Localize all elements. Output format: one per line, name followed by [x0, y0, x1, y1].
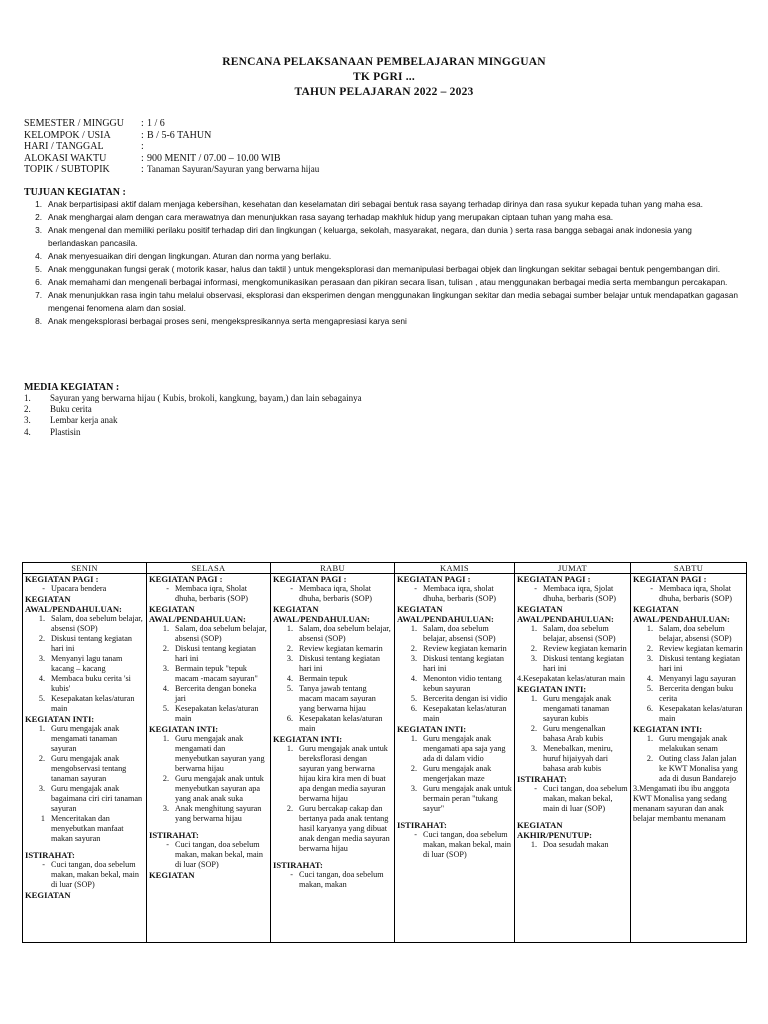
- objective-text: Anak menggunakan fungsi gerak ( motorik kasar, halus dan taktil ) untuk mengeksplorasi dan memanipulasi berbagai objek dan lingkungan sekitar sebagai bentuk pengembangan diri.: [48, 264, 720, 274]
- activity-item: [25, 654, 144, 674]
- activity-text: Membaca iqra, Sholat dhuha, berbaris (SOP): [175, 584, 248, 603]
- activity-text: Diskusi tentang kegiatan hari ini: [659, 654, 740, 673]
- activity-number: -: [414, 584, 417, 593]
- info-row: [24, 118, 319, 130]
- activity-text: Guru mengajak anak bagaimana ciri ciri tanaman sayuran: [51, 784, 143, 813]
- activity-item: [149, 684, 268, 704]
- academic-year: TAHUN PELAJARAN 2022 – 2023: [294, 86, 474, 98]
- activity-item: [397, 830, 512, 860]
- activity-number: -: [42, 860, 45, 869]
- activity-item: [25, 584, 144, 594]
- activity-item: [633, 654, 744, 674]
- media-text: Buku cerita: [50, 404, 92, 415]
- activity-text: Guru mengajak anak mengobservasi tentang tanaman sayuran: [51, 754, 127, 783]
- day-header-senin: SENIN: [23, 563, 147, 574]
- objective-text: Anak memahami dan mengenali berbagai informasi, mengkomunikasikan perasaan dan pikiran secara lisan, tulisan , atau menggunakan berbagai media serta membangun percakapan.: [48, 277, 728, 287]
- activity-item: [149, 804, 268, 824]
- day-cell-senin: [23, 574, 147, 943]
- info-label: KELOMPOK / USIA: [24, 129, 111, 141]
- activity-item: [273, 804, 392, 854]
- section-heading: KEGIATAN AWAL/PENDAHULUAN:: [397, 604, 494, 624]
- objective-number: 7.: [35, 290, 42, 300]
- activity-text: Review kegiatan kemarin: [659, 644, 743, 653]
- section-heading: ISTIRAHAT:: [397, 820, 447, 830]
- activity-number: 4.: [38, 674, 45, 683]
- activity-number: 1.: [530, 694, 537, 703]
- activity-item: [397, 734, 512, 764]
- day-header-rabu: RABU: [271, 563, 395, 574]
- activity-text: Cuci tangan, doa sebelum makan, makan bekal, main di luar (SOP): [423, 830, 511, 859]
- activity-number: -: [42, 584, 45, 593]
- table-row: [23, 574, 747, 943]
- info-row: [24, 130, 319, 142]
- activity-number: 4.: [286, 674, 293, 683]
- activity-item: [517, 744, 628, 774]
- media-item: [24, 404, 624, 415]
- activity-item: [273, 644, 392, 654]
- info-label: ALOKASI WAKTU: [24, 152, 107, 164]
- section-heading: KEGIATAN PAGI :: [25, 574, 99, 584]
- objective-number: 2.: [35, 212, 42, 222]
- activity-item: [273, 684, 392, 714]
- activity-item: [633, 704, 744, 724]
- activity-text: Guru mengajak anak mengamati tanaman sayuran: [51, 724, 120, 753]
- objective-text: Anak menunjukkan rasa ingin tahu melalui observasi, eksplorasi dan eksperimen dengan menggunakan lingkungan sekitar dan media sebagai sumber belajar untuk mendapatkan gagasan mengenai fenomena alam dan sosial.: [48, 290, 739, 313]
- objective-item: [24, 211, 744, 224]
- activity-text: Tanya jawab tentang macam macam sayuran yang berwarna hijau: [299, 684, 376, 713]
- info-label: SEMESTER / MINGGU: [24, 118, 125, 129]
- activity-text: Diskusi tentang kegiatan hari ini: [175, 644, 256, 663]
- section-heading: KEGIATAN AWAL/PENDAHULUAN:: [273, 604, 370, 624]
- day-header-kamis: KAMIS: [395, 563, 515, 574]
- day-header-jumat: JUMAT: [515, 563, 631, 574]
- day-activities: [273, 574, 392, 942]
- activity-item: [25, 814, 144, 844]
- activity-item: [149, 584, 268, 604]
- activity-text: Salam, doa sebelum belajar, absensi (SOP): [423, 624, 496, 643]
- activity-text: Doa sesudah makan: [543, 840, 609, 849]
- activity-number: 2.: [38, 754, 45, 763]
- section-heading: KEGIATAN PAGI :: [397, 574, 471, 584]
- activity-number: 1.: [286, 744, 293, 753]
- objective-number: 1.: [35, 199, 42, 209]
- activity-number: 1: [40, 814, 45, 823]
- activity-number: 4.: [410, 674, 417, 683]
- activity-item: [517, 724, 628, 744]
- media-text: Lembar kerja anak: [50, 415, 118, 426]
- activity-text: Cuci tangan, doa sebelum makan, makan bekal, main di luar (SOP): [543, 784, 628, 813]
- activity-text: Diskusi tentang kegiatan hari ini: [299, 654, 380, 673]
- activity-item: [517, 584, 628, 604]
- activity-item: [633, 624, 744, 644]
- activity-number: -: [650, 584, 653, 593]
- activity-item: [397, 644, 512, 654]
- activity-item: [273, 744, 392, 804]
- objective-number: 3.: [35, 225, 42, 235]
- activity-item: [273, 654, 392, 674]
- activity-text: Salam, doa sebelum belajar, absensi (SOP): [175, 624, 267, 643]
- activity-item: [633, 684, 744, 704]
- activity-text: Membaca iqra, Sholat dhuha, berbaris (SOP): [299, 584, 372, 603]
- info-block: [24, 118, 319, 176]
- objective-item: [24, 289, 744, 315]
- activity-number: 2.: [162, 774, 169, 783]
- section-heading: KEGIATAN AWAL/PENDAHULUAN:: [517, 604, 614, 624]
- day-activities: [149, 574, 268, 942]
- activity-text: Guru mengajak anak mengerjakan maze: [423, 764, 492, 783]
- activity-number: -: [166, 840, 169, 849]
- activity-text: Diskusi tentang kegiatan hari ini: [543, 654, 624, 673]
- activity-item: [633, 754, 744, 784]
- section-heading: KEGIATAN PAGI :: [273, 574, 347, 584]
- activity-text: Menebalkan, meniru, huruf hijaiyyah dari bahasa arab kubis: [543, 744, 613, 773]
- day-header-sabtu: SABTU: [631, 563, 747, 574]
- activity-number: 5.: [410, 694, 417, 703]
- activity-number: 2.: [410, 644, 417, 653]
- objective-item: [24, 276, 744, 289]
- activity-text: Bercerita dengan buku cerita: [659, 684, 734, 703]
- activity-text: Salam, doa sebelum belajar, absensi (SOP): [659, 624, 732, 643]
- activity-number: 2.: [530, 724, 537, 733]
- activity-text: Diskusi tentang kegiatan hari ini: [51, 634, 132, 653]
- activity-number: 3.: [162, 664, 169, 673]
- activity-paragraph: 3.Mengamati ibu ibu anggota KWT Monalisa yang sedang menanam sayuran dan anak belajar membantu menanam: [633, 784, 730, 823]
- activity-item: [149, 734, 268, 774]
- activity-number: -: [166, 584, 169, 593]
- activity-number: -: [290, 870, 293, 879]
- activity-text: Anak menghitung sayuran yang berwarna hijau: [175, 804, 262, 823]
- section-heading: KEGIATAN AWAL/PENDAHULUAN:: [25, 594, 122, 614]
- activity-number: 3.: [38, 784, 45, 793]
- info-value: Tanaman Sayuran/Sayuran yang berwarna hijau: [147, 164, 320, 174]
- media-number: 1.: [24, 393, 31, 403]
- activity-text: Salam, doa sebelum belajar, absensi (SOP): [299, 624, 391, 643]
- activity-number: 5.: [38, 694, 45, 703]
- activity-number: 3.: [286, 654, 293, 663]
- school-name: TK PGRI ...: [353, 71, 415, 83]
- activity-item: [149, 704, 268, 724]
- activity-text: Menyanyi lagu sayuran: [659, 674, 736, 683]
- info-separator: :: [141, 141, 144, 152]
- activity-text: Review kegiatan kemarin: [543, 644, 627, 653]
- activity-text: Diskusi tentang kegiatan hari ini: [423, 654, 504, 673]
- activity-item: [633, 584, 744, 604]
- info-separator: :: [141, 118, 144, 129]
- activity-paragraph: 4.Kesepakatan kelas/aturan main: [517, 674, 625, 683]
- activity-item: [273, 870, 392, 890]
- objective-text: Anak mengeksplorasi berbagai proses seni, mengekspresikannya serta mengapresiasi karya seni: [48, 316, 407, 326]
- activity-item: [397, 674, 512, 694]
- section-heading: KEGIATAN INTI:: [633, 724, 703, 734]
- day-activities: [633, 574, 744, 942]
- activity-text: Guru mengajak anak untuk bermain peran "tukang sayur": [423, 784, 512, 813]
- media-heading: MEDIA KEGIATAN :: [24, 382, 120, 393]
- day-cell-selasa: [147, 574, 271, 943]
- weekly-schedule-table: [22, 562, 747, 943]
- section-heading: KEGIATAN AWAL/PENDAHULUAN:: [633, 604, 730, 624]
- table-header-row: [23, 563, 747, 574]
- document-title: RENCANA PELAKSANAAN PEMBELAJARAN MINGGUAN: [222, 56, 546, 68]
- activity-item: [397, 764, 512, 784]
- activity-text: Bercerita dengan boneka jari: [175, 684, 257, 703]
- activity-number: 2.: [646, 754, 653, 763]
- activity-text: Kesepakatan kelas/aturan main: [299, 714, 383, 733]
- day-cell-sabtu: [631, 574, 747, 943]
- objective-item: [24, 224, 744, 250]
- section-heading: KEGIATAN: [149, 870, 195, 880]
- section-heading: KEGIATAN PAGI :: [633, 574, 707, 584]
- activity-text: Membaca buku cerita 'si kubis': [51, 674, 131, 693]
- activity-text: Bermain tepuk "tepuk macam -macam sayuran": [175, 664, 258, 683]
- activity-item: [273, 584, 392, 604]
- activity-text: Review kegiatan kemarin: [423, 644, 507, 653]
- info-row: [24, 164, 319, 176]
- activity-number: 5.: [162, 704, 169, 713]
- activity-item: [517, 644, 628, 654]
- activity-number: 3.: [646, 654, 653, 663]
- day-header-selasa: SELASA: [147, 563, 271, 574]
- activity-text: Guru mengajak anak melakukan senam: [659, 734, 728, 753]
- section-heading: ISTIRAHAT:: [517, 774, 567, 784]
- media-section: [24, 382, 624, 438]
- activity-item: [517, 694, 628, 724]
- info-label: TOPIK / SUBTOPIK: [24, 164, 110, 175]
- activity-item: [397, 654, 512, 674]
- objective-text: Anak mengenal dan memiliki perilaku positif terhadap diri dan lingkungan ( keluarga, sekolah, masyarakat, negara, dan dunia ) serta rasa bangga sebagai anak indonesia yang berlandaskan pancasila.: [48, 225, 692, 248]
- activity-item: [397, 584, 512, 604]
- day-cell-rabu: [271, 574, 395, 943]
- objectives-section: [24, 187, 744, 328]
- section-heading: KEGIATAN INTI:: [273, 734, 343, 744]
- activity-item: [633, 644, 744, 654]
- activity-item: [633, 734, 744, 754]
- activity-number: 6.: [410, 704, 417, 713]
- activity-text: Guru mengajak anak mengamati apa saja yang ada di dalam vidio: [423, 734, 506, 763]
- info-label: HARI / TANGGAL: [24, 141, 104, 152]
- info-separator: :: [141, 129, 144, 141]
- objectives-list: [24, 198, 744, 328]
- activity-number: 2.: [410, 764, 417, 773]
- activity-number: 1.: [410, 624, 417, 633]
- activity-number: 3.: [530, 744, 537, 753]
- section-heading: KEGIATAN INTI:: [149, 724, 219, 734]
- activity-text: Salam, doa sebelum belajar, absensi (SOP): [543, 624, 616, 643]
- activity-item: [273, 674, 392, 684]
- activity-text: Review kegiatan kemarin: [299, 644, 383, 653]
- activity-text: Upacara bendera: [51, 584, 107, 593]
- activity-number: 1.: [162, 734, 169, 743]
- activity-item: [149, 644, 268, 664]
- objective-number: 5.: [35, 264, 42, 274]
- activity-item: [517, 784, 628, 814]
- objective-item: [24, 250, 744, 263]
- activity-text: Cuci tangan, doa sebelum makan, makan: [299, 870, 384, 889]
- media-item: [24, 393, 624, 404]
- activity-number: -: [534, 584, 537, 593]
- activity-text: Cuci tangan, doa sebelum makan, makan bekal, main di luar (SOP): [175, 840, 263, 869]
- activity-text: Membaca iqra, sholat dhuha, berbaris (SOP): [423, 584, 496, 603]
- activity-item: [633, 674, 744, 684]
- activity-item: [517, 624, 628, 644]
- activity-number: 1.: [286, 624, 293, 633]
- activity-number: 2.: [162, 644, 169, 653]
- objective-number: 4.: [35, 251, 42, 261]
- media-number: 3.: [24, 415, 31, 426]
- activity-item: [517, 840, 628, 850]
- activity-text: Kesepakatan kelas/aturan main: [659, 704, 743, 723]
- activity-number: 1.: [162, 624, 169, 633]
- activity-item: [273, 714, 392, 734]
- activity-number: 3.: [162, 804, 169, 813]
- media-item: [24, 415, 624, 426]
- activity-number: -: [534, 784, 537, 793]
- activity-text: Kesepakatan kelas/aturan main: [175, 704, 259, 723]
- activity-number: 2.: [286, 804, 293, 813]
- info-separator: :: [141, 152, 144, 164]
- section-heading: ISTIRAHAT:: [149, 830, 199, 840]
- activity-item: [25, 614, 144, 634]
- objective-text: Anak menghargai alam dengan cara merawatnya dan menunjukkan rasa sayang terhadap makhluk hidup yang merupakan ciptaan tuhan yang maha esa.: [48, 212, 614, 222]
- activity-text: Cuci tangan, doa sebelum makan, makan bekal, main di luar (SOP): [51, 860, 139, 889]
- activity-number: 2.: [286, 644, 293, 653]
- day-cell-jumat: [515, 574, 631, 943]
- section-heading: KEGIATAN AKHIR/PENUTUP:: [517, 820, 592, 840]
- activity-text: Salam, doa sebelum belajar, absensi (SOP): [51, 614, 143, 633]
- info-value: 1 / 6: [147, 118, 165, 129]
- activity-item: [397, 784, 512, 814]
- activity-number: 1.: [410, 734, 417, 743]
- activity-text: Menyanyi lagu tanam kacang – kacang: [51, 654, 123, 673]
- section-heading: KEGIATAN INTI:: [25, 714, 95, 724]
- activity-text: Guru mengajak anak untuk menyebutkan sayuran apa yang anak anak suka: [175, 774, 264, 803]
- section-heading: KEGIATAN: [25, 890, 71, 900]
- activity-number: 6.: [646, 704, 653, 713]
- activity-item: [25, 724, 144, 754]
- info-row: [24, 153, 319, 165]
- info-row: [24, 141, 319, 153]
- activity-item: [25, 634, 144, 654]
- activity-item: [149, 664, 268, 684]
- activity-number: -: [414, 830, 417, 839]
- info-separator: :: [141, 164, 144, 175]
- activity-text: Outing class Jalan jalan ke KWT Monalisa yang ada di dusun Bandarejo: [659, 754, 738, 783]
- section-heading: KEGIATAN AWAL/PENDAHULUAN:: [149, 604, 246, 624]
- objective-text: Anak berpartisipasi aktif dalam menjaga kebersihan, kesehatan dan keselamatan diri sebagai bentuk rasa sayang terhadap dirinya dan rasa syukur kepada tuhan yang maha esa.: [48, 199, 703, 209]
- objective-number: 6.: [35, 277, 42, 287]
- activity-text: Membaca iqra, Sjolat dhuha, berbaris (SOP): [543, 584, 616, 603]
- activity-number: 2.: [38, 634, 45, 643]
- activity-number: 4.: [162, 684, 169, 693]
- activity-number: 1.: [38, 724, 45, 733]
- day-activities: [25, 574, 144, 942]
- activity-item: [149, 774, 268, 804]
- activity-text: Menonton vidio tentang kebun sayuran: [423, 674, 502, 693]
- objective-number: 8.: [35, 316, 42, 326]
- media-text: Sayuran yang berwarna hijau ( Kubis, brokoli, kangkung, bayam,) dan lain sebagainya: [50, 393, 362, 403]
- activity-text: Kesepakatan kelas/aturan main: [423, 704, 507, 723]
- media-text: Plastisin: [50, 426, 81, 437]
- day-activities: [397, 574, 512, 942]
- activity-number: 2.: [530, 644, 537, 653]
- activity-item: [273, 624, 392, 644]
- activity-text: Guru bercakap cakap dan bertanya pada anak tentang hasil karyanya yang dibuat anak dengan media sayuran berwarna hijau: [299, 804, 390, 853]
- info-value: B / 5-6 TAHUN: [147, 129, 212, 141]
- activity-number: 3.: [410, 654, 417, 663]
- objective-item: [24, 315, 744, 328]
- objective-text: Anak menyesuaikan diri dengan lingkungan. Aturan dan norma yang berlaku.: [48, 251, 332, 261]
- activity-number: 5.: [646, 684, 653, 693]
- activity-number: 3.: [38, 654, 45, 663]
- activity-number: 3.: [530, 654, 537, 663]
- activity-item: [25, 860, 144, 890]
- activity-number: 6.: [286, 714, 293, 723]
- activity-text: Membaca iqra, Sholat dhuha, berbaris (SOP): [659, 584, 732, 603]
- activity-number: 1.: [530, 624, 537, 633]
- activity-number: -: [290, 584, 293, 593]
- section-heading: KEGIATAN PAGI :: [517, 574, 591, 584]
- section-heading: KEGIATAN PAGI :: [149, 574, 223, 584]
- media-item: [24, 427, 624, 438]
- activity-item: [397, 624, 512, 644]
- activity-item: [517, 654, 628, 674]
- activity-text: Menceritakan dan menyebutkan manfaat makan sayuran: [51, 814, 124, 843]
- activity-item: [397, 704, 512, 724]
- section-heading: ISTIRAHAT:: [273, 860, 323, 870]
- activity-number: 1.: [646, 624, 653, 633]
- objective-item: [24, 198, 744, 211]
- media-list: [24, 393, 624, 438]
- day-activities: [517, 574, 628, 942]
- day-cell-kamis: [395, 574, 515, 943]
- activity-text: Kesepakatan kelas/aturan main: [51, 694, 135, 713]
- activity-item: [25, 674, 144, 694]
- activity-item: [25, 754, 144, 784]
- activity-item: [25, 784, 144, 814]
- activity-number: 3.: [410, 784, 417, 793]
- objectives-heading: TUJUAN KEGIATAN :: [24, 187, 126, 198]
- media-number: 4.: [24, 426, 31, 437]
- activity-item: [397, 694, 512, 704]
- activity-number: 4.: [646, 674, 653, 683]
- activity-number: 5.: [286, 684, 293, 693]
- activity-item: [149, 624, 268, 644]
- activity-text: Guru mengajak anak mengamati tanaman sayuran kubis: [543, 694, 612, 723]
- activity-number: 1.: [530, 840, 537, 849]
- section-heading: KEGIATAN INTI:: [517, 684, 587, 694]
- activity-item: [25, 694, 144, 714]
- activity-number: 1.: [646, 734, 653, 743]
- activity-item: [149, 840, 268, 870]
- activity-text: Bercerita dengan isi vidio: [423, 694, 508, 703]
- activity-number: 2.: [646, 644, 653, 653]
- activity-text: Guru mengajak anak untuk bereksflorasi dengan sayuran yang berwarna hijau kira kira men di buat apa dengan media sayuran berwarna hijau: [299, 744, 388, 803]
- activity-text: Guru mengenalkan bahasa Arab kubis: [543, 724, 606, 743]
- activity-number: 1.: [38, 614, 45, 623]
- media-number: 2.: [24, 404, 31, 415]
- activity-text: Bermain tepuk: [299, 674, 348, 683]
- objective-item: [24, 263, 744, 276]
- section-heading: KEGIATAN INTI:: [397, 724, 467, 734]
- info-value: 900 MENIT / 07.00 – 10.00 WIB: [147, 152, 281, 164]
- activity-text: Guru mengajak anak mengamati dan menyebutkan sayuran yang berwarna hijau: [175, 734, 265, 773]
- section-heading: ISTIRAHAT:: [25, 850, 75, 860]
